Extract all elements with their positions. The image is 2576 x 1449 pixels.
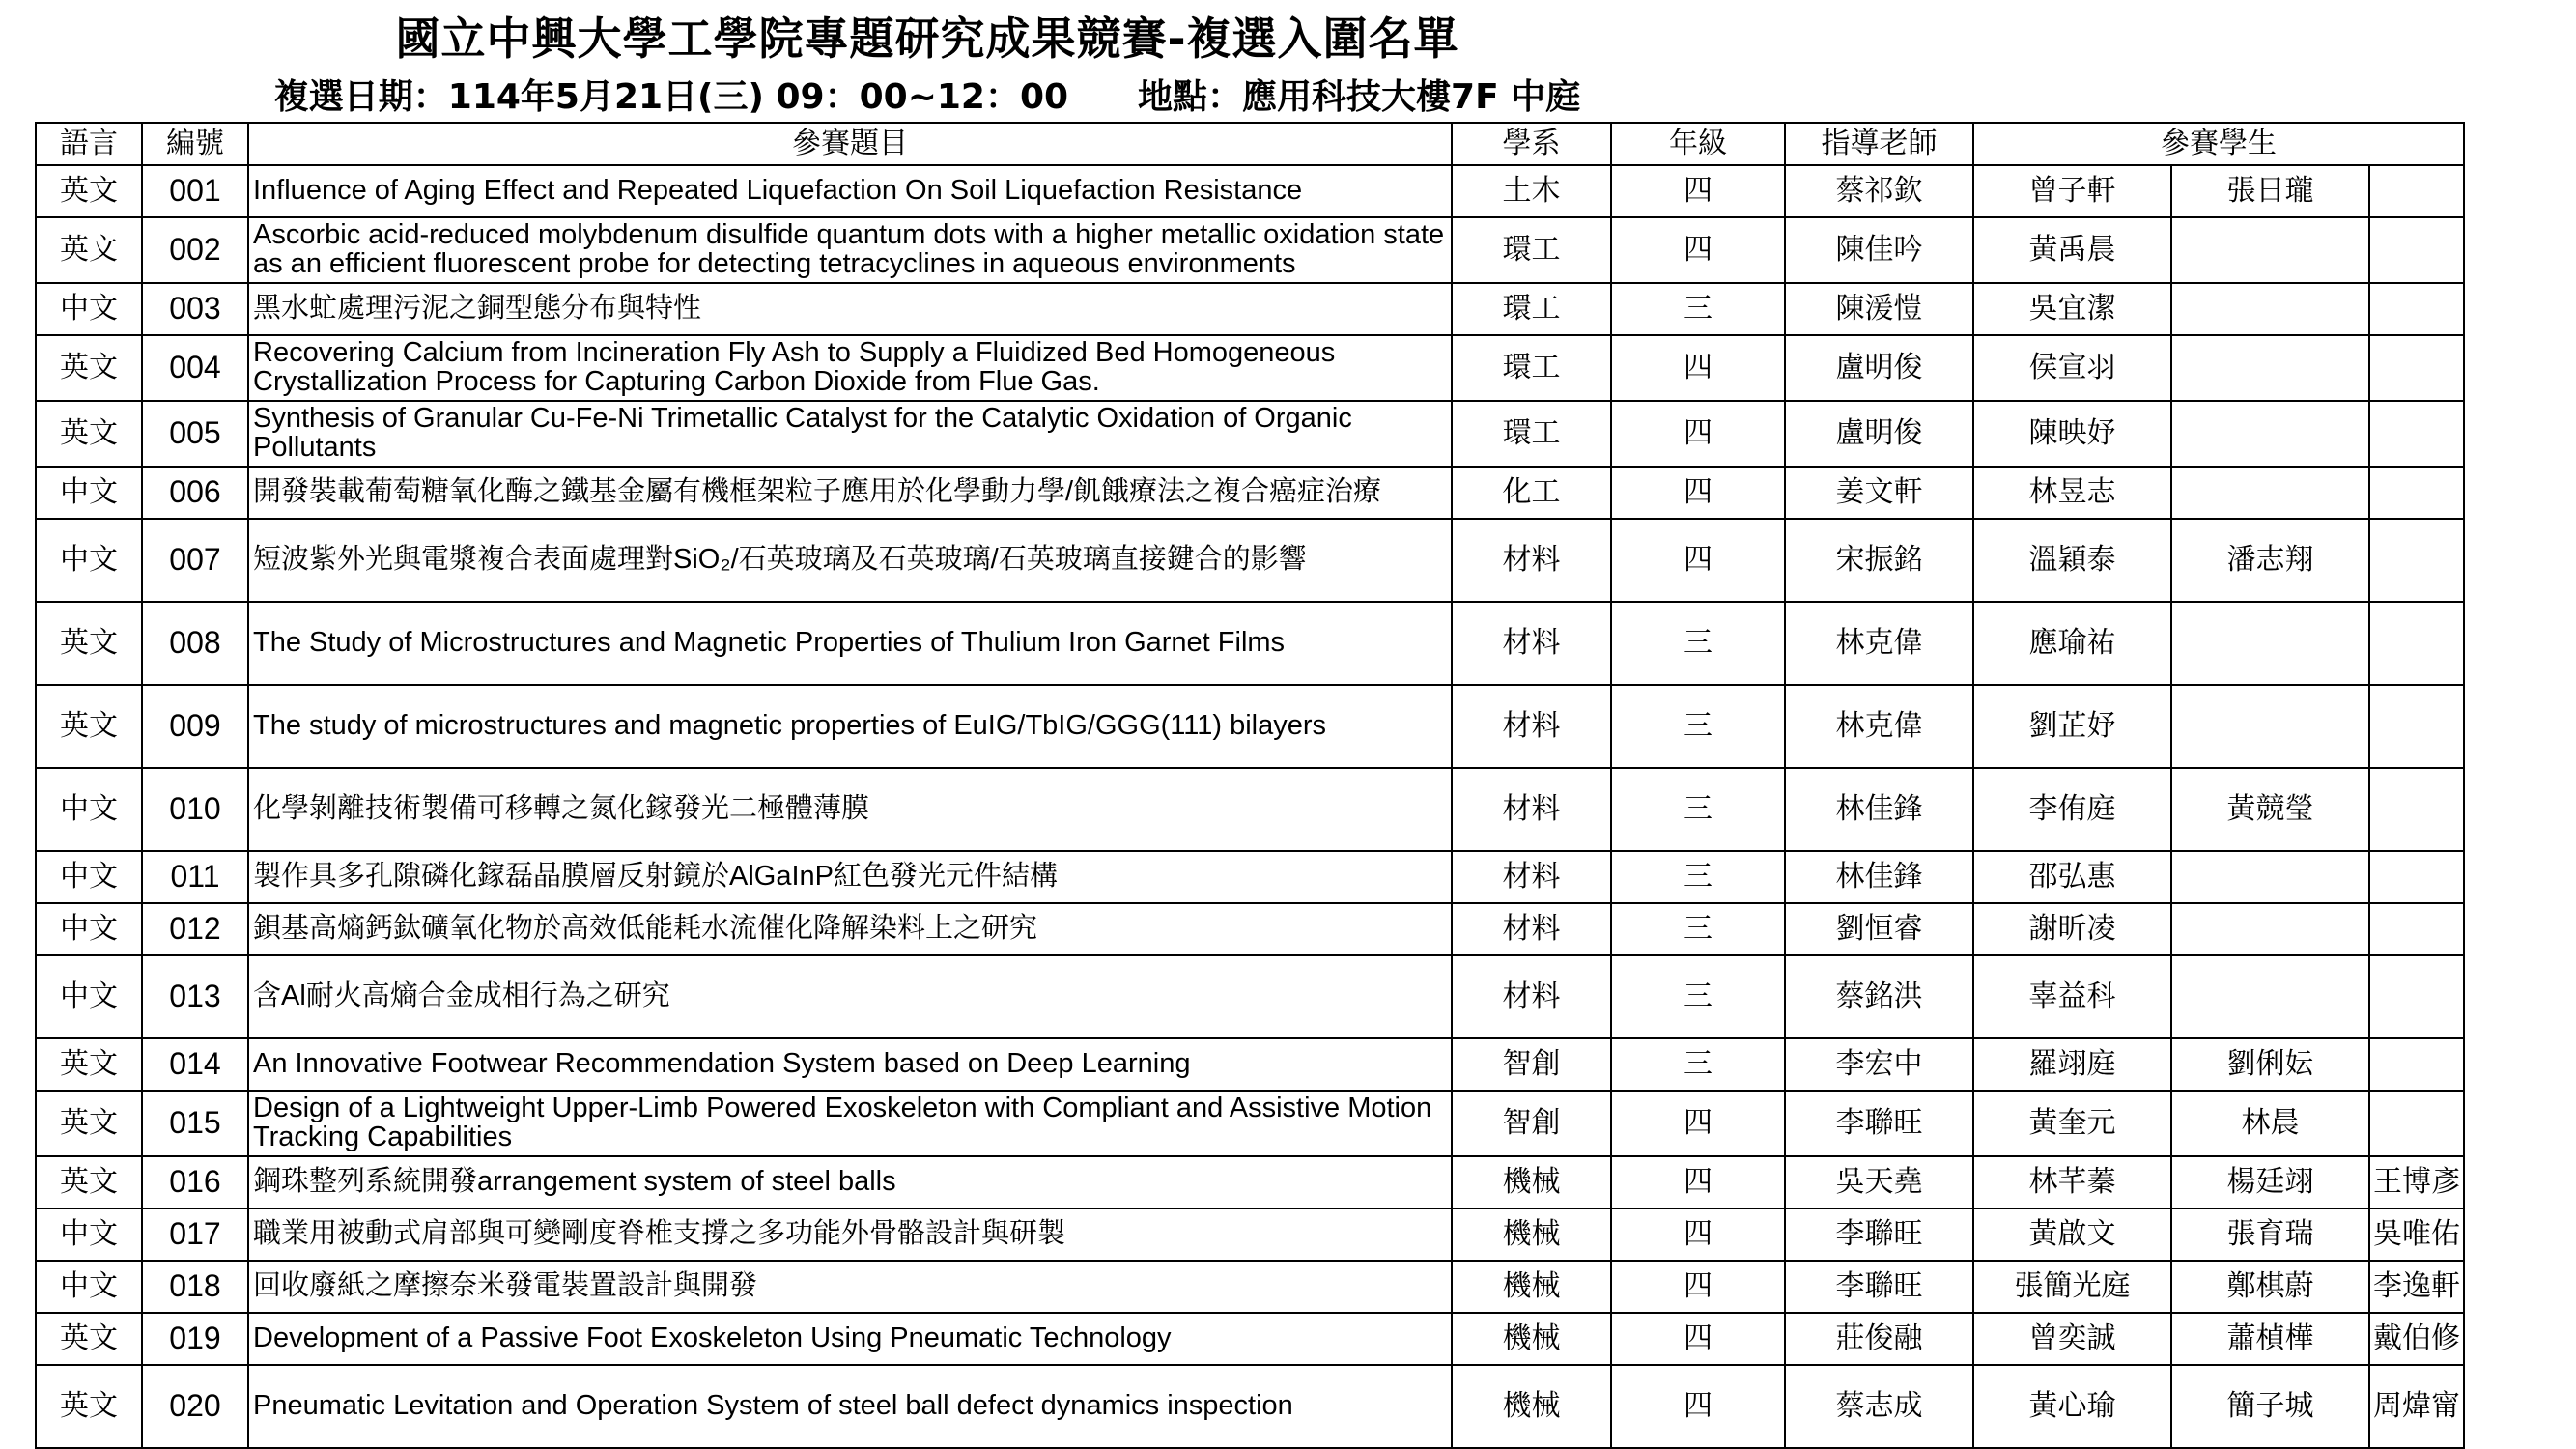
cell-student-1: 黃奎元 <box>1973 1091 2171 1156</box>
cell-department: 機械 <box>1452 1156 1611 1208</box>
cell-topic: Synthesis of Granular Cu-Fe-Ni Trimetallic Catalyst for the Catalytic Oxidation of Organic Pollutants <box>248 401 1452 467</box>
cell-student-3 <box>2369 283 2464 335</box>
cell-student-3 <box>2369 401 2464 467</box>
cell-topic: 短波紫外光與電漿複合表面處理對SiO₂/石英玻璃及石英玻璃/石英玻璃直接鍵合的影響 <box>248 519 1452 602</box>
cell-advisor: 李聯旺 <box>1785 1261 1973 1313</box>
cell-student-2: 潘志翔 <box>2171 519 2369 602</box>
cell-student-2: 楊廷翊 <box>2171 1156 2369 1208</box>
header-language: 語言 <box>36 123 142 165</box>
page-title: 國立中興大學工學院專題研究成果競賽-複選入圍名單 <box>395 13 1459 65</box>
cell-student-1: 應瑜祐 <box>1973 602 2171 685</box>
table-row <box>36 283 2464 335</box>
cell-student-3: 李逸軒 <box>2369 1261 2464 1313</box>
cell-language: 英文 <box>36 1365 142 1448</box>
cell-department: 環工 <box>1452 401 1611 467</box>
cell-student-2: 張育瑞 <box>2171 1208 2369 1261</box>
table-row <box>36 768 2464 851</box>
cell-student-1: 曾奕誠 <box>1973 1313 2171 1365</box>
cell-grade: 四 <box>1611 165 1785 217</box>
cell-topic: 製作具多孔隙磷化鎵磊晶膜層反射鏡於AlGaInP紅色發光元件結構 <box>248 851 1452 903</box>
cell-number: 018 <box>142 1261 248 1313</box>
cell-number: 013 <box>142 955 248 1038</box>
cell-topic: 黑水虻處理污泥之銅型態分布與特性 <box>248 283 1452 335</box>
cell-grade: 四 <box>1611 1313 1785 1365</box>
cell-language: 英文 <box>36 401 142 467</box>
cell-department: 材料 <box>1452 519 1611 602</box>
cell-student-1: 曾子軒 <box>1973 165 2171 217</box>
cell-grade: 三 <box>1611 283 1785 335</box>
cell-number: 016 <box>142 1156 248 1208</box>
table-row <box>36 602 2464 685</box>
cell-grade: 四 <box>1611 401 1785 467</box>
cell-topic: 鋼珠整列系統開發arrangement system of steel balls <box>248 1156 1452 1208</box>
table-row <box>36 519 2464 602</box>
cell-advisor: 林克偉 <box>1785 685 1973 768</box>
cell-student-1: 黃禹晨 <box>1973 217 2171 283</box>
cell-department: 材料 <box>1452 685 1611 768</box>
cell-student-3 <box>2369 768 2464 851</box>
cell-grade: 三 <box>1611 685 1785 768</box>
cell-topic: 含Al耐火高熵合金成相行為之研究 <box>248 955 1452 1038</box>
cell-student-3 <box>2369 685 2464 768</box>
cell-student-3 <box>2369 955 2464 1038</box>
cell-student-2 <box>2171 903 2369 955</box>
cell-department: 材料 <box>1452 851 1611 903</box>
cell-topic: Design of a Lightweight Upper-Limb Powered Exoskeleton with Compliant and Assistive Motion Tracking Capabilities <box>248 1091 1452 1156</box>
cell-advisor: 陳湲愷 <box>1785 283 1973 335</box>
cell-grade: 三 <box>1611 851 1785 903</box>
cell-topic: 回收廢紙之摩擦奈米發電裝置設計與開發 <box>248 1261 1452 1313</box>
cell-number: 015 <box>142 1091 248 1156</box>
cell-number: 002 <box>142 217 248 283</box>
cell-topic: 化學剝離技術製備可移轉之氮化鎵發光二極體薄膜 <box>248 768 1452 851</box>
cell-advisor: 陳佳吟 <box>1785 217 1973 283</box>
cell-advisor: 林佳鋒 <box>1785 851 1973 903</box>
cell-number: 019 <box>142 1313 248 1365</box>
table-row <box>36 1261 2464 1313</box>
cell-language: 英文 <box>36 217 142 283</box>
cell-grade: 三 <box>1611 602 1785 685</box>
header-department: 學系 <box>1452 123 1611 165</box>
cell-language: 中文 <box>36 955 142 1038</box>
cell-student-2: 林晨 <box>2171 1091 2369 1156</box>
cell-student-3 <box>2369 217 2464 283</box>
cell-language: 英文 <box>36 165 142 217</box>
table-row <box>36 1156 2464 1208</box>
cell-grade: 四 <box>1611 1156 1785 1208</box>
cell-department: 土木 <box>1452 165 1611 217</box>
table-row <box>36 685 2464 768</box>
cell-student-3 <box>2369 1091 2464 1156</box>
cell-advisor: 蔡祁欽 <box>1785 165 1973 217</box>
cell-student-1: 黃心瑜 <box>1973 1365 2171 1448</box>
header-topic: 參賽題目 <box>248 123 1452 165</box>
cell-student-3 <box>2369 467 2464 519</box>
cell-advisor: 莊俊融 <box>1785 1313 1973 1365</box>
cell-topic: The study of microstructures and magnetic properties of EuIG/TbIG/GGG(111) bilayers <box>248 685 1452 768</box>
cell-advisor: 李聯旺 <box>1785 1208 1973 1261</box>
table-row <box>36 1038 2464 1091</box>
cell-student-3 <box>2369 519 2464 602</box>
cell-department: 智創 <box>1452 1038 1611 1091</box>
cell-student-1: 林昱志 <box>1973 467 2171 519</box>
cell-department: 智創 <box>1452 1091 1611 1156</box>
cell-department: 材料 <box>1452 955 1611 1038</box>
cell-number: 003 <box>142 283 248 335</box>
cell-student-2 <box>2171 335 2369 401</box>
cell-student-2 <box>2171 851 2369 903</box>
cell-student-3: 戴伯修 <box>2369 1313 2464 1365</box>
cell-advisor: 蔡志成 <box>1785 1365 1973 1448</box>
cell-advisor: 林佳鋒 <box>1785 768 1973 851</box>
cell-student-2: 劉俐妘 <box>2171 1038 2369 1091</box>
cell-student-2 <box>2171 217 2369 283</box>
cell-language: 英文 <box>36 685 142 768</box>
table-row <box>36 1091 2464 1156</box>
cell-grade: 四 <box>1611 1208 1785 1261</box>
table-row <box>36 165 2464 217</box>
cell-department: 環工 <box>1452 283 1611 335</box>
cell-department: 機械 <box>1452 1313 1611 1365</box>
cell-department: 機械 <box>1452 1365 1611 1448</box>
table-row <box>36 467 2464 519</box>
cell-number: 017 <box>142 1208 248 1261</box>
cell-student-3 <box>2369 602 2464 685</box>
finalist-table <box>35 122 2465 1449</box>
cell-number: 008 <box>142 602 248 685</box>
cell-topic: Ascorbic acid-reduced molybdenum disulfide quantum dots with a higher metallic oxidation state as an efficient fluorescent probe for detecting tetracyclines in aqueous environments <box>248 217 1452 283</box>
cell-student-2 <box>2171 467 2369 519</box>
table-row <box>36 955 2464 1038</box>
cell-grade: 四 <box>1611 467 1785 519</box>
cell-student-1: 吳宜潔 <box>1973 283 2171 335</box>
cell-student-2: 蕭楨樺 <box>2171 1313 2369 1365</box>
cell-student-1: 李侑庭 <box>1973 768 2171 851</box>
table-row <box>36 217 2464 283</box>
cell-topic: An Innovative Footwear Recommendation System based on Deep Learning <box>248 1038 1452 1091</box>
cell-topic: Influence of Aging Effect and Repeated Liquefaction On Soil Liquefaction Resistance <box>248 165 1452 217</box>
cell-language: 中文 <box>36 283 142 335</box>
table-row <box>36 1365 2464 1448</box>
cell-language: 中文 <box>36 519 142 602</box>
cell-language: 中文 <box>36 851 142 903</box>
cell-student-3 <box>2369 1038 2464 1091</box>
cell-student-2: 鄭棋蔚 <box>2171 1261 2369 1313</box>
cell-number: 014 <box>142 1038 248 1091</box>
cell-advisor: 劉恒睿 <box>1785 903 1973 955</box>
header-students: 參賽學生 <box>1973 123 2464 165</box>
cell-student-3 <box>2369 851 2464 903</box>
cell-student-1: 張簡光庭 <box>1973 1261 2171 1313</box>
cell-student-2 <box>2171 283 2369 335</box>
cell-number: 012 <box>142 903 248 955</box>
cell-student-1: 劉芷妤 <box>1973 685 2171 768</box>
cell-topic: The Study of Microstructures and Magnetic Properties of Thulium Iron Garnet Films <box>248 602 1452 685</box>
cell-department: 材料 <box>1452 768 1611 851</box>
cell-department: 環工 <box>1452 335 1611 401</box>
table-row <box>36 903 2464 955</box>
cell-advisor: 盧明俊 <box>1785 401 1973 467</box>
cell-number: 009 <box>142 685 248 768</box>
cell-topic: 職業用被動式肩部與可變剛度脊椎支撐之多功能外骨骼設計與研製 <box>248 1208 1452 1261</box>
cell-department: 材料 <box>1452 903 1611 955</box>
page-subtitle: 複選日期：114年5月21日(三) 09：00~12：00 地點：應用科技大樓7F 中庭 <box>273 77 1581 117</box>
cell-student-1: 辜益科 <box>1973 955 2171 1038</box>
cell-grade: 四 <box>1611 1365 1785 1448</box>
cell-advisor: 蔡銘洪 <box>1785 955 1973 1038</box>
cell-student-2 <box>2171 602 2369 685</box>
cell-language: 英文 <box>36 1313 142 1365</box>
cell-student-2 <box>2171 685 2369 768</box>
cell-number: 007 <box>142 519 248 602</box>
cell-language: 中文 <box>36 903 142 955</box>
cell-student-1: 謝昕凌 <box>1973 903 2171 955</box>
cell-language: 中文 <box>36 1208 142 1261</box>
cell-grade: 四 <box>1611 519 1785 602</box>
cell-advisor: 宋振銘 <box>1785 519 1973 602</box>
cell-student-2: 張日瓏 <box>2171 165 2369 217</box>
cell-student-1: 羅翊庭 <box>1973 1038 2171 1091</box>
cell-language: 中文 <box>36 768 142 851</box>
cell-advisor: 李聯旺 <box>1785 1091 1973 1156</box>
cell-grade: 四 <box>1611 1091 1785 1156</box>
cell-advisor: 盧明俊 <box>1785 335 1973 401</box>
cell-student-3: 王博彥 <box>2369 1156 2464 1208</box>
header-row <box>36 123 2464 165</box>
header-advisor: 指導老師 <box>1785 123 1973 165</box>
cell-number: 001 <box>142 165 248 217</box>
cell-grade: 三 <box>1611 903 1785 955</box>
cell-topic: 鋇基高熵鈣鈦礦氧化物於高效低能耗水流催化降解染料上之研究 <box>248 903 1452 955</box>
cell-student-1: 侯宣羽 <box>1973 335 2171 401</box>
cell-number: 020 <box>142 1365 248 1448</box>
cell-student-2: 黃競瑩 <box>2171 768 2369 851</box>
table-row <box>36 1313 2464 1365</box>
cell-student-3 <box>2369 903 2464 955</box>
cell-topic: 開發裝載葡萄糖氧化酶之鐵基金屬有機框架粒子應用於化學動力學/飢餓療法之複合癌症治療 <box>248 467 1452 519</box>
cell-student-1: 溫穎泰 <box>1973 519 2171 602</box>
cell-grade: 三 <box>1611 768 1785 851</box>
table-row <box>36 401 2464 467</box>
cell-student-1: 陳映妤 <box>1973 401 2171 467</box>
table-row <box>36 1208 2464 1261</box>
cell-language: 英文 <box>36 1091 142 1156</box>
header-grade: 年級 <box>1611 123 1785 165</box>
cell-student-3: 周煒甯 <box>2369 1365 2464 1448</box>
cell-number: 011 <box>142 851 248 903</box>
cell-department: 機械 <box>1452 1261 1611 1313</box>
cell-number: 005 <box>142 401 248 467</box>
cell-number: 004 <box>142 335 248 401</box>
cell-language: 英文 <box>36 1038 142 1091</box>
cell-language: 中文 <box>36 1261 142 1313</box>
cell-student-3 <box>2369 335 2464 401</box>
cell-grade: 四 <box>1611 1261 1785 1313</box>
cell-grade: 四 <box>1611 335 1785 401</box>
cell-grade: 四 <box>1611 217 1785 283</box>
cell-grade: 三 <box>1611 1038 1785 1091</box>
cell-topic: Development of a Passive Foot Exoskeleton Using Pneumatic Technology <box>248 1313 1452 1365</box>
cell-language: 中文 <box>36 467 142 519</box>
cell-number: 010 <box>142 768 248 851</box>
cell-language: 英文 <box>36 335 142 401</box>
table-row <box>36 335 2464 401</box>
cell-department: 化工 <box>1452 467 1611 519</box>
cell-student-1: 邵弘惠 <box>1973 851 2171 903</box>
cell-student-3 <box>2369 165 2464 217</box>
cell-language: 英文 <box>36 602 142 685</box>
cell-advisor: 李宏中 <box>1785 1038 1973 1091</box>
cell-student-2 <box>2171 955 2369 1038</box>
cell-student-3: 吳唯佑 <box>2369 1208 2464 1261</box>
cell-advisor: 吳天堯 <box>1785 1156 1973 1208</box>
cell-department: 機械 <box>1452 1208 1611 1261</box>
cell-topic: Recovering Calcium from Incineration Fly Ash to Supply a Fluidized Bed Homogeneous Crystallization Process for Capturing Carbon Dioxide from Flue Gas. <box>248 335 1452 401</box>
cell-student-1: 黃啟文 <box>1973 1208 2171 1261</box>
cell-student-2 <box>2171 401 2369 467</box>
cell-grade: 三 <box>1611 955 1785 1038</box>
cell-advisor: 姜文軒 <box>1785 467 1973 519</box>
cell-language: 英文 <box>36 1156 142 1208</box>
table-row <box>36 851 2464 903</box>
header-number: 編號 <box>142 123 248 165</box>
cell-student-1: 林芊蓁 <box>1973 1156 2171 1208</box>
cell-student-2: 簡子城 <box>2171 1365 2369 1448</box>
cell-advisor: 林克偉 <box>1785 602 1973 685</box>
cell-department: 材料 <box>1452 602 1611 685</box>
cell-department: 環工 <box>1452 217 1611 283</box>
cell-topic: Pneumatic Levitation and Operation System of steel ball defect dynamics inspection <box>248 1365 1452 1448</box>
cell-number: 006 <box>142 467 248 519</box>
